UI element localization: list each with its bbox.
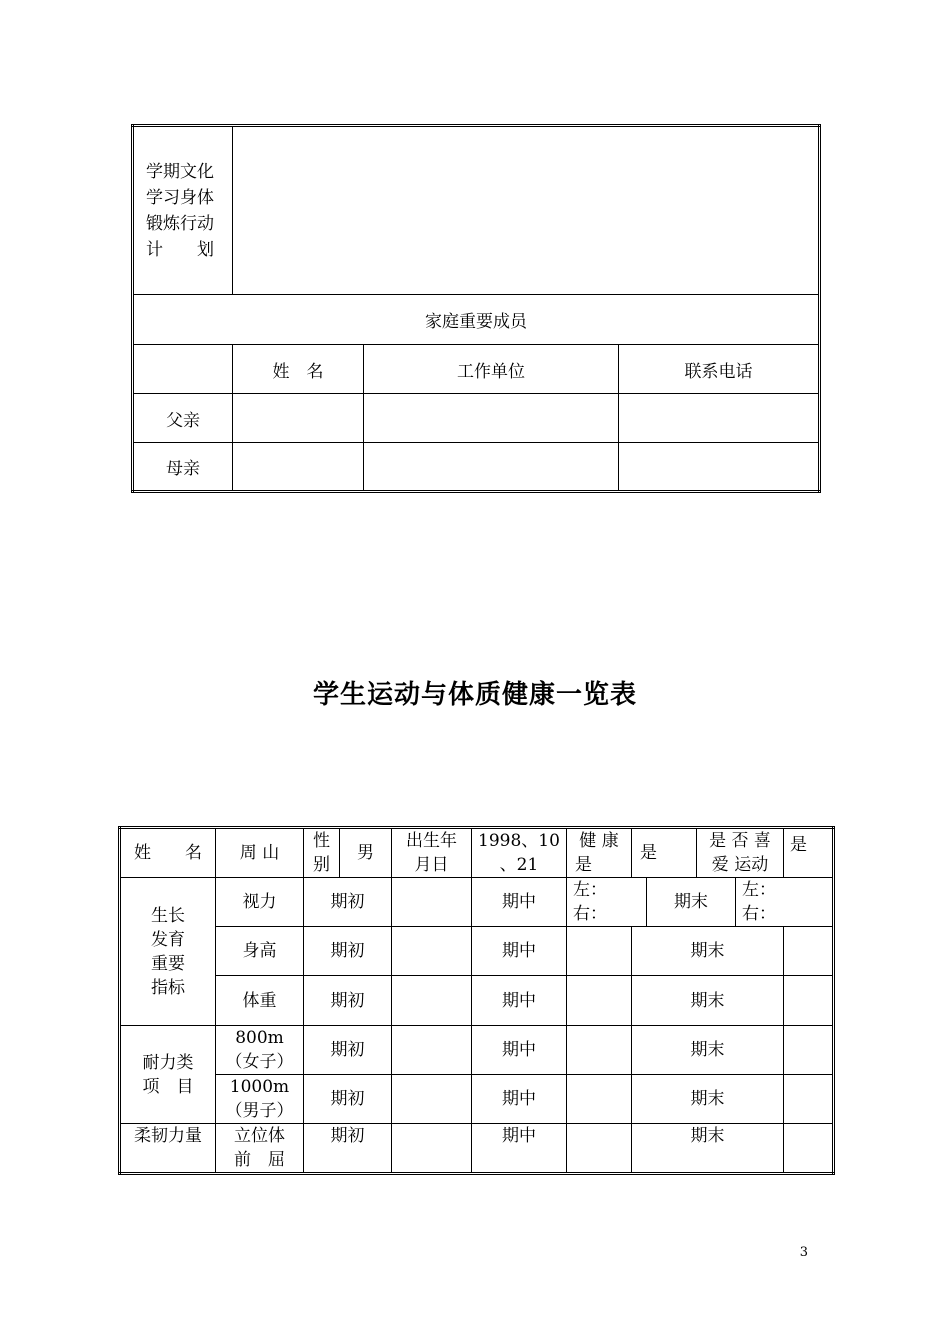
- term-start-label: 期初: [304, 976, 392, 1026]
- term-start-label: 期初: [304, 1026, 392, 1075]
- relation-label: 母亲: [133, 443, 233, 492]
- plan-label-line: 锻炼行动: [146, 213, 214, 234]
- weight-mid-value[interactable]: [567, 976, 632, 1026]
- sit-reach-line: 立位体: [234, 1126, 285, 1146]
- birth-label-line: 出生年: [406, 831, 457, 851]
- term-mid-label: 期中: [472, 1075, 567, 1124]
- term-end-label: 期末: [632, 927, 784, 976]
- run-800-start-value[interactable]: [392, 1026, 472, 1075]
- vision-label: 视力: [216, 878, 304, 927]
- growth-group-line: 生长: [151, 905, 185, 926]
- term-end-label: 期末: [632, 1026, 784, 1075]
- term-mid-label: 期中: [472, 927, 567, 976]
- sport-label-line: 爱 运动: [711, 855, 769, 875]
- run-800-line: 800m: [235, 1028, 284, 1048]
- term-start-label: 期初: [304, 1075, 392, 1124]
- phone-cell[interactable]: [619, 394, 820, 443]
- plan-label-line: 学习身体: [146, 187, 214, 208]
- gender-label-line: 性: [313, 831, 330, 851]
- endurance-group-line: 项 目: [142, 1076, 194, 1097]
- sit-reach-mid-value[interactable]: [567, 1124, 632, 1174]
- term-start-label: 期初: [304, 878, 392, 927]
- weight-start-value[interactable]: [392, 976, 472, 1026]
- term-end-label: 期末: [647, 878, 736, 927]
- name-cell[interactable]: [233, 394, 364, 443]
- run-800-end-value[interactable]: [784, 1026, 834, 1075]
- run-1000-start-value[interactable]: [392, 1075, 472, 1124]
- term-start-label: 期初: [304, 927, 392, 976]
- sit-reach-label: [216, 1124, 304, 1174]
- plan-content-cell[interactable]: [233, 126, 820, 295]
- birth-label-line: 月日: [414, 855, 449, 875]
- gender-label-line: 别: [313, 855, 330, 875]
- height-label: 身高: [216, 927, 304, 976]
- endurance-group-label: [120, 1026, 216, 1124]
- sit-reach-line: 前 屈: [234, 1150, 285, 1170]
- page-title: 学生运动与体质健康一览表: [312, 680, 637, 710]
- table-row: [133, 443, 820, 492]
- left-eye-label: 左：: [742, 880, 776, 900]
- column-header-name: 姓 名: [233, 345, 364, 394]
- plan-label: [133, 126, 233, 295]
- term-end-label: 期末: [632, 1124, 784, 1174]
- relation-label: 父亲: [133, 394, 233, 443]
- health-label-line: 健 康: [579, 831, 619, 851]
- growth-group-line: 重要: [151, 953, 185, 974]
- run-1000-end-value[interactable]: [784, 1075, 834, 1124]
- run-800-label: [216, 1026, 304, 1075]
- plan-label-line: 计 划: [146, 239, 214, 260]
- column-header-work: 工作单位: [364, 345, 619, 394]
- term-mid-label: 期中: [472, 1124, 567, 1174]
- run-800-line: （女子）: [225, 1052, 294, 1072]
- name-value: 周 山: [216, 828, 304, 878]
- sport-label-line: 是 否 喜: [709, 831, 771, 851]
- vision-end-value[interactable]: [736, 878, 834, 927]
- run-1000-label: [216, 1075, 304, 1124]
- weight-end-value[interactable]: [784, 976, 834, 1026]
- run-1000-line: （男子）: [225, 1101, 294, 1121]
- empty-corner-cell: [133, 345, 233, 394]
- gender-label: [304, 828, 340, 878]
- birth-value-line: 、21: [499, 855, 539, 875]
- birth-value: [472, 828, 567, 878]
- health-label-line: 是: [575, 855, 592, 875]
- name-label: 姓 名: [120, 828, 216, 878]
- study-plan-family-table: [131, 124, 821, 493]
- term-mid-label: 期中: [472, 1026, 567, 1075]
- health-overview-table: [118, 826, 835, 1175]
- health-value: 是: [632, 828, 697, 878]
- term-end-label: 期末: [632, 1075, 784, 1124]
- birth-value-line: 1998、10: [478, 831, 560, 851]
- sport-label: [697, 828, 784, 878]
- height-end-value[interactable]: [784, 927, 834, 976]
- term-mid-label: 期中: [472, 878, 567, 927]
- table-row: [133, 394, 820, 443]
- name-cell[interactable]: [233, 443, 364, 492]
- term-mid-label: 期中: [472, 976, 567, 1026]
- sit-reach-end-value[interactable]: [784, 1124, 834, 1174]
- weight-label: 体重: [216, 976, 304, 1026]
- family-header: 家庭重要成员: [133, 295, 820, 345]
- vision-mid-value[interactable]: [567, 878, 647, 927]
- term-start-label: 期初: [304, 1124, 392, 1174]
- height-mid-value[interactable]: [567, 927, 632, 976]
- gender-value: 男: [340, 828, 392, 878]
- health-label: [567, 828, 632, 878]
- phone-cell[interactable]: [619, 443, 820, 492]
- endurance-group-line: 耐力类: [142, 1052, 194, 1073]
- run-1000-line: 1000m: [229, 1077, 290, 1097]
- term-end-label: 期末: [632, 976, 784, 1026]
- column-header-phone: 联系电话: [619, 345, 820, 394]
- growth-group-line: 指标: [151, 977, 185, 998]
- work-cell[interactable]: [364, 394, 619, 443]
- right-eye-label: 右：: [742, 904, 776, 924]
- page-number: 3: [799, 1245, 808, 1260]
- run-800-mid-value[interactable]: [567, 1026, 632, 1075]
- left-eye-label: 左：: [573, 880, 607, 900]
- sport-value: 是: [784, 828, 834, 878]
- growth-group-label: [120, 878, 216, 1026]
- run-1000-mid-value[interactable]: [567, 1075, 632, 1124]
- right-eye-label: 右：: [573, 904, 607, 924]
- flex-group-label: 柔韧力量: [120, 1124, 216, 1174]
- work-cell[interactable]: [364, 443, 619, 492]
- sit-reach-start-value[interactable]: [392, 1124, 472, 1174]
- height-start-value[interactable]: [392, 927, 472, 976]
- vision-start-value[interactable]: [392, 878, 472, 927]
- growth-group-line: 发育: [151, 929, 185, 950]
- plan-label-line: 学期文化: [146, 161, 214, 182]
- birth-label: [392, 828, 472, 878]
